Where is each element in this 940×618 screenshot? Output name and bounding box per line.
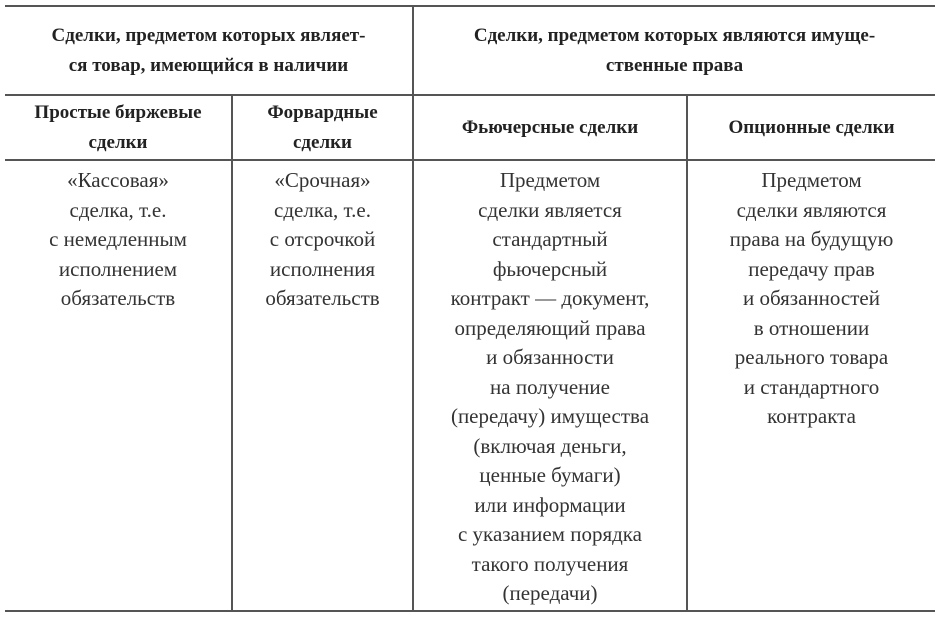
column-header-futures-deals xyxy=(414,96,686,159)
cell-forward-deals-text: «Срочная» сделка, т.е. с отсрочкой исполнения обязательств xyxy=(265,168,380,310)
cell-simple-deals-text: «Кассовая» сделка, т.е. с немедленным исполнением обязательств xyxy=(49,168,187,310)
cell-simple-deals-description xyxy=(5,166,231,610)
cell-option-deals-text: Предметом сделки являются права на будущую передачу прав и обязанностей в отношении реального товара и стандартного контракта xyxy=(729,168,894,428)
column-header-futures-deals-text: Фьючерсные сделки xyxy=(461,116,639,138)
cell-futures-deals-description xyxy=(414,166,686,610)
group-header-goods-text: Сделки, предметом которых являет- ся товар, имеющийся в наличии xyxy=(51,24,366,76)
column-header-option-deals xyxy=(688,96,935,159)
column-header-forward-deals xyxy=(233,96,412,159)
cell-option-deals-description xyxy=(688,166,935,610)
column-header-simple-deals-text: Простые биржевые сделки xyxy=(34,101,202,153)
group-header-property-rights xyxy=(414,7,935,94)
group-header-goods xyxy=(5,7,412,94)
column-header-simple-deals xyxy=(5,96,231,159)
cell-futures-deals-text: Предметом сделки является стандартный фьючерсный контракт — документ, определяющий права и обязанности на получение (передачу) имущества (включая деньги, ценные бумаги) или информации с указанием порядка такого получения (передачи) xyxy=(450,168,650,605)
cell-forward-deals-description xyxy=(233,166,412,610)
column-header-bottom-border xyxy=(5,159,935,161)
group-header-property-rights-text: Сделки, предметом которых являются имуще- ственные права xyxy=(473,24,876,76)
column-header-option-deals-text: Опционные сделки xyxy=(728,116,895,138)
table-bottom-border xyxy=(5,610,935,612)
column-header-forward-deals-text: Форвардные сделки xyxy=(267,101,378,153)
